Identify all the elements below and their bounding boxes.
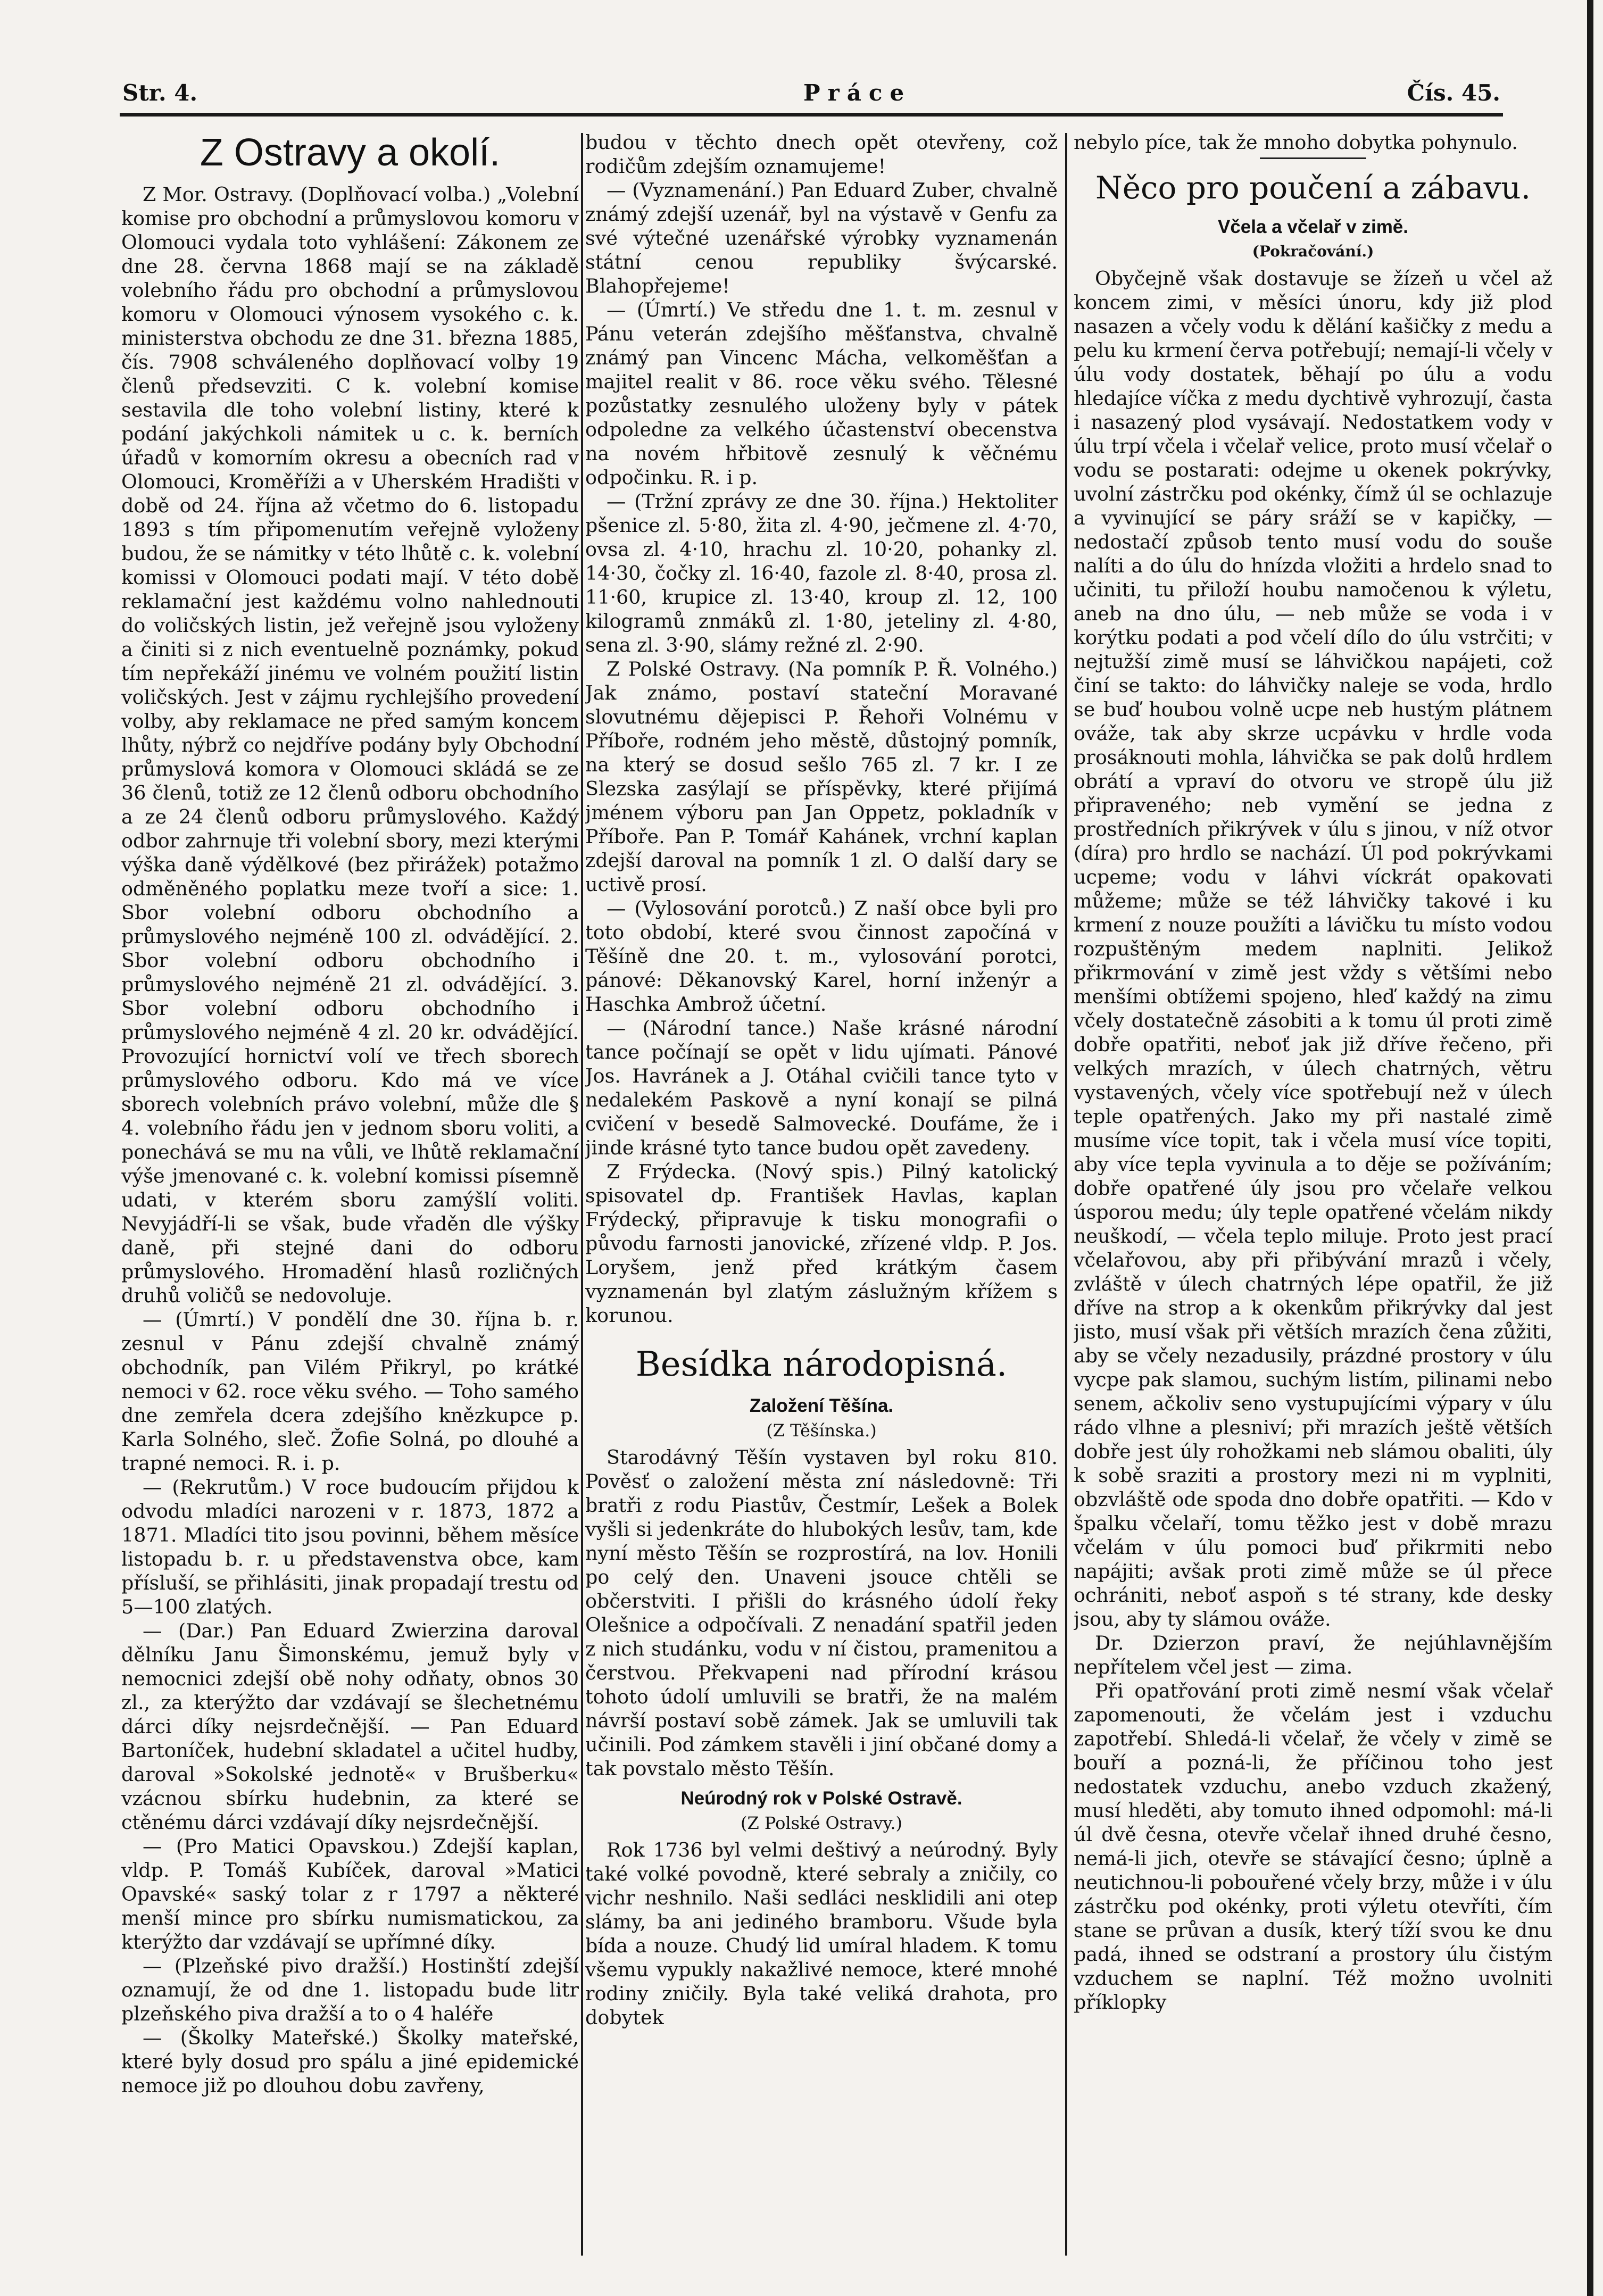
- section-title-pouceni: Něco pro poučení a zábavu.: [1095, 170, 1531, 206]
- continued-note: (Pokračování.): [1252, 243, 1374, 260]
- page-header: [122, 80, 1500, 117]
- header-rule: [120, 113, 1503, 117]
- article-paragraph: — (Dar.) Pan Eduard Zwierzina daroval dělníku Janu Šimonskému, jemuž byly v nemocnici zdejší obě nohy odňaty, obnos 30 zl., za kterýžto dar vzdávají se šlechetnému dárci díky nejsrdečnější. — Pan Eduard Bartoníček, hudební skladatel a učitel hudby, daroval »Sokolské jednotě« v Brušberku« vzácnou sbírku hudebnin, za které se ctěnému dárci vzdávají díky nejsrdečnější.: [121, 1619, 579, 1834]
- page-number: Str. 4.: [122, 80, 198, 106]
- article-paragraph: Při opatřování proti zimě nesmí však včelař zapomenouti, že včelám jest i vzduchu zapotřebí. Shledá-li včelař, že včely v zimě se bouří a pozná-li, že příčinou toho jest nedostatek vzduchu, anebo vzduch zkažený, musí hleděti, aby tomuto ihned odpomohl: má-li úl dvě česna, otevře včelař ihned druhé česno, nemá-li jich, otevře se stávající česno; úplně a neutichnou-li pobouřené včely brzy, může i v úlu zástrčku pod okénky, proti výletu otevříti, čím stane se průvan a dusík, který tíží svou ke dnu padá, ihned se odstraní a prostory úlu čistým vzduchem se naplní. Též možno uvolniti příklopky: [1074, 1679, 1552, 2014]
- article-source: (Z Těšínska.): [766, 1420, 877, 1441]
- article-paragraph: — (Úmrtí.) Ve středu dne 1. t. m. zesnul v Pánu veterán zdejšího měšťanstva, chvalně známý pan Vincenc Mácha, velkoměšťan a majitel realit v 86. roce věku svého. Tělesné pozůstatky zesnulého uloženy byly v pátek odpoledne za velkého účastenství obecenstva na novém hřbitově zesnulý k věčnému odpočinku. R. i p.: [585, 298, 1058, 489]
- article-paragraph: Z Polské Ostravy. (Na pomník P. Ř. Volného.) Jak známo, postaví stateční Moravané slovutnému dějepisci P. Řehoři Volnému v Příboře, rodném jeho městě, důstojný pomník, na který se dosud sešlo 765 zl. 7 kr. I ze Slezska zasýlají se příspěvky, které přijímá jménem výboru pan Jan Oppetz, pokladník v Příboře. Pan P. Tomář Kahánek, vrchní kaplan zdejší daroval na pomník 1 zl. O další dary se uctivě prosí.: [585, 658, 1058, 896]
- article-paragraph: Z Frýdecka. (Nový spis.) Pilný katolický spisovatel dp. František Havlas, kaplan Frýdecký, připravuje k tisku monografii o původu farnosti janovické, zřízené vldp. P. Jos. Loryšem, jenž před krátkým časem vyznamenán byl zlatým záslužným křížem s korunou.: [585, 1160, 1058, 1327]
- article-title-vcela: Včela a včelař v zimě.: [1217, 217, 1409, 237]
- article-paragraph: Obyčejně však dostavuje se žízeň u včel až koncem zimi, v měsíci únoru, kdy již plod nasazen a včely vodu k dělání kašičky z medu a pelu ku krmení červa potřebují; nemají-li včely v úlu vody dostatek, běhají po úlu a vodu hledajíce víčka z medu dychtivě vyhrozují, časta i nasazený plod vysávají. Nedostatkem vody v úlu trpí včela i včelař velice, proto musí včelař o vodu se postarati: odejme u okenek pokrývky, uvolní zástrčku pod okénky, čímž úl se ochlazuje a vyvinující se páry sráží se v kapičky, — nedostačí způsob tento musí vodu do souše nalíti a do úlu do hnízda vložiti a hrdelo snad to učiniti, tu přiloží houbu namočenou k výletu, aneb na dno úlu, — neb může se voda i v korýtku podati a pod včelí dílo do úlu vstrčiti; v nejtužší zimě musí se láhvičkou napájeti, což činí se takto: do láhvičky naleje se voda, hrdlo se buď houbou volně ucpe neb hustým plátnem ováže, tak aby skrze ucpávku v hrdle voda prosáknouti mohla, láhvička se pak dolů hrdlem obrátí a vpraví do otvoru ve stropě úlu již připraveného; neb vymění se jedna z prostředních přikrývek v úlu s jinou, v níž otvor (díra) pro hrdlo se nachází. Úl pod pokrývkami ucpeme; vodu v láhvi víckrát opakovati můžeme; může se též láhvičky takové i ku krmení z nouze použíti a lávičku tu místo vodou rozpuštěným medem naplniti. Jelikož přikrmování v zimě jest vždy s většími nebo menšími obtížemi spojeno, hleď každý na zimu včely dostatečně zásobiti a k tomu úl proti zimě dobře opatřiti, neboť jak již dříve řečeno, při velkých mrazích, v úlech chatrných, větru vystavených, včely více spotřebují než v úlech teple opatřených. Jako my při nastalé zimě musíme více topit, tak i včela musí více topiti, aby více tepla vyvinula a to děje se požíváním; dobře opatřené úly jsou pro včelaře velkou úsporou medu; úly teple opatřené včelám nikdy neuškodí, — včela teplo miluje. Proto jest prací včelařovou, aby při přibývání mrazů i včely, zvláště v úlech chatrných lépe opatřil, že již dříve na strop a k okenkům přikrývky dal jest jisto, musí však při větších mrazích čena zůžiti, aby se včely nezadusily, prázdné prostory v úlu vycpe pak slamou, suchým listím, pilinami nebo senem, ačkoliv seno vystupujícími výpary v úlu rádo vlhne a plesniví; při mrazích ještě větších dobře jest úly rohožkami neb slámou obaliti, úly k sobě sraziti a prostory mezi ni m vyplniti, obzvláště ode spoda dno dobře opatřiti. — Kdo v špalku včelaří, tomu těžko jest v době mrazu včelám v úlu pomoci buď přikrmiti nebo napájiti; avšak proti zimě může se úl přece ochrániti, neboť aspoň s té strany, kde desky jsou, aby ty slámou ováže.: [1074, 267, 1552, 1631]
- article-paragraph: — (Školky Mateřské.) Školky mateřské, které byly dosud pro spálu a jiné epidemické nemoce již po dlouhou dobu zavřeny,: [121, 2026, 579, 2097]
- section-title-ostrava: Z Ostravy a okolí.: [200, 131, 501, 174]
- page-edge-border: [1587, 0, 1593, 2296]
- article-paragraph: Rok 1736 byl velmi deštivý a neúrodný. Byly také volké povodně, které sebraly a zničily, co vichr neshnilo. Naši sedláci nesklidili ani otep slámy, ba ani jediného bramboru. Všude byla bída a nouze. Chudý lid umíral hladem. K tomu všemu vypukly nakažlivé nemoce, které mnohé rodiny zničily. Byla také veliká drahota, pro dobytek: [585, 1839, 1058, 2029]
- article-paragraph: budou v těchto dnech opět otevřeny, což rodičům zdejším oznamujeme!: [585, 131, 1058, 178]
- issue-number: Čís. 45.: [1407, 80, 1500, 106]
- article-paragraph: — (Vyznamenání.) Pan Eduard Zuber, chvalně známý zdejší uzenář, byl na výstavě v Genfu za své výtečné uzenářské výrobky vyznamenán státní cenou republiky švýcarské. Blahopřejeme!: [585, 179, 1058, 297]
- article-paragraph: Starodávný Těšín vystaven byl roku 810. Pověsť o založení města zní následovně: Tři bratři z rodu Piastův, Čestmír, Lešek a Bolek vyšli si jedenkráte do hlubokých lesův, tam, kde nyní město Těšín se rozprostírá, na lov. Honili po celý den. Unaveni jsouce chtěli se občerstviti. I přišli do krásného údolí řeky Olešnice a odpočívali. Z nenadání spatřil jeden z nich studánku, vodu v ní čistou, pramenitou a čerstvou. Překvapeni nad přírodní krásou tohoto údolí umluvili se bratři, že na malém návrší postaví sobě zámek. Jak se umluvili tak učinili. Pod zámkem stavěli i jiní občané domy a tak povstalo město Těšín.: [585, 1446, 1058, 1780]
- article-paragraph: — (Pro Matici Opavskou.) Zdejší kaplan, vldp. P. Tomáš Kubíček, daroval »Matici Opavské« saský tolar z r 1797 a některé menší mince pro sbírku numismatickou, za kterýžto dar vzdávají se upřímné díky.: [121, 1835, 579, 1953]
- article-paragraph: — (Vylosování porotců.) Z naší obce byli pro toto období, které svou činnost započíná v Těšíně dne 20. t. m., vylosování porotci, pánové: Děkanovský Karel, horní inženýr a Haschka Ambrož účetní.: [585, 897, 1058, 1016]
- article-paragraph: — (Tržní zprávy ze dne 30. října.) Hektoliter pšenice zl. 5·80, žita zl. 4·90, ječmene zl. 4·70, ovsa zl. 4·10, hrachu zl. 10·20, pohanky zl. 14·30, čočky zl. 16·40, fazole zl. 8·40, prosa zl. 11·60, krupice zl. 13·40, kroup zl. 12, 100 kilogramů znmáků zl. 1·80, jeteliny zl. 4·80, sena zl. 3·90, slámy režné zl. 2·90.: [585, 490, 1058, 656]
- article-paragraph: — (Rekrutům.) V roce budoucím přijdou k odvodu mladíci narozeni v r. 1873, 1872 a 1871. Mladíci tito jsou povinni, během měsíce listopadu b. r. u představenstva obce, kam přísluší, se přihlásiti, jinak propadají trestu od 5—100 zlatých.: [121, 1476, 579, 1618]
- column-divider-2: [1065, 133, 1067, 2256]
- article-paragraph: nebylo píce, tak že mnoho dobytka pohynulo.: [1074, 131, 1518, 154]
- article-paragraph: — (Úmrtí.) V pondělí dne 30. října b. r. zesnul v Pánu zdejší chvalně známý obchodník, pan Vilém Přikryl, po krátké nemoci v 62. roce věku svého. — Toho samého dne zemřela dcera zdejšího knězkupce p. Karla Solného, sleč. Žofie Solná, po dlouhé a trapné nemoci. R. i. p.: [121, 1308, 579, 1475]
- article-paragraph: — (Národní tance.) Naše krásné národní tance počínají se opět v lidu ujímati. Pánové Jos. Havránek a J. Otáhal cvičili tance tyto v nedalekém Paskově a nyní konají se pilná cvičení v besedě Salmovecké. Doufáme, že i jinde krásné tyto tance budou opět zavedeny.: [585, 1017, 1058, 1159]
- article-paragraph: Z Mor. Ostravy. (Doplňovací volba.) „Volební komise pro obchodní a průmyslovou komoru v Olomouci vydala toto vyhlášení: Zákonem ze dne 28. června 1868 mají se na základě volebního řádu pro obchodní a průmyslovou komoru v Olomouci výnosem vysokého c. k. ministerstva obchodu ze dne 31. března 1885, čís. 7908 schváleného doplňovací volby 19 členů předsevziti. C k. volební komise sestavila dle toho volební listiny, které k podání jakýchkoli námitek u c. k. berních úřadů v komorním okresu a obecních rad v Olomouci, Kroměříži a v Uherském Hradišti v době od 24. října až včetmo do 6. listopadu 1893 s tím připomenutím veřejně vyloženy budou, že se námitky v této lhůtě c. k. volební komissi v Olomouci podati mají. V této době reklamační jest každému volno nahlednouti do voličských listin, jež veřejně jsou vyloženy a činiti si z nich eventuelně poznámky, pokud tím nepřekáží jinému ve volném použití listin voličských. Jest v zájmu rychlejšího provedení volby, aby reklamace ne před samým koncem lhůty, nýbrž co nejdříve podány byly Obchodní průmyslová komora v Olomouci skládá se ze 36 členů, totiž ze 12 členů odboru obchodního a ze 24 členů odboru průmyslového. Každý odbor zahrnuje tři volební sbory, mezi kterými výška daně výdělkové (bez přirážek) potažmo odměněného poplatku meze tvoří a sice: 1. Sbor volební odboru obchodního a průmyslového nejméně 100 zl. odvádějící. 2. Sbor volební odboru obchodního i průmyslového nejméně 21 zl. odvádějící. 3. Sbor volební odboru obchodního i průmyslového nejméně 4 zl. 20 kr. odvádějící. Provozující hornictví volí ve třech sborech průmyslového odboru. Kdo má ve více sborech volebních právo volební, může dle § 4. volebního řádu jen v jednom sboru voliti, a ponechává se mu na vůli, ve lhůtě reklamační výše jmenované c. k. volební komissi písemně udati, v kterém sboru zamýšlí voliti. Nevyjádří-li se však, bude vřaděn dle výšky daně, při stejné dani do odboru průmyslového. Hromadění hlasů rozličných druhů voličů se nedovoluje.: [121, 183, 579, 1307]
- newspaper-name: Práce: [803, 80, 912, 106]
- article-title-neurodny-rok: Neúrodný rok v Polské Ostravě.: [680, 1788, 962, 1809]
- column-1: [121, 130, 579, 2274]
- article-paragraph: Dr. Dzierzon praví, že nejúhlavnějším nepřítelem včel jest — zima.: [1074, 1632, 1552, 1678]
- article-paragraph: — (Plzeňské pivo dražší.) Hostinští zdejší oznamují, že od dne 1. listopadu bude litr plzeňského piva dražší a to o 4 haléře: [121, 1954, 579, 2025]
- section-title-besidka: Besídka národopisná.: [635, 1345, 1008, 1384]
- column-divider-1: [581, 133, 583, 2256]
- separator-rule: [1260, 157, 1366, 159]
- column-2: [585, 130, 1058, 2274]
- article-source: (Z Polské Ostravy.): [741, 1813, 902, 1833]
- column-3: [1074, 130, 1552, 2274]
- article-title-tesin: Založení Těšína.: [749, 1395, 894, 1416]
